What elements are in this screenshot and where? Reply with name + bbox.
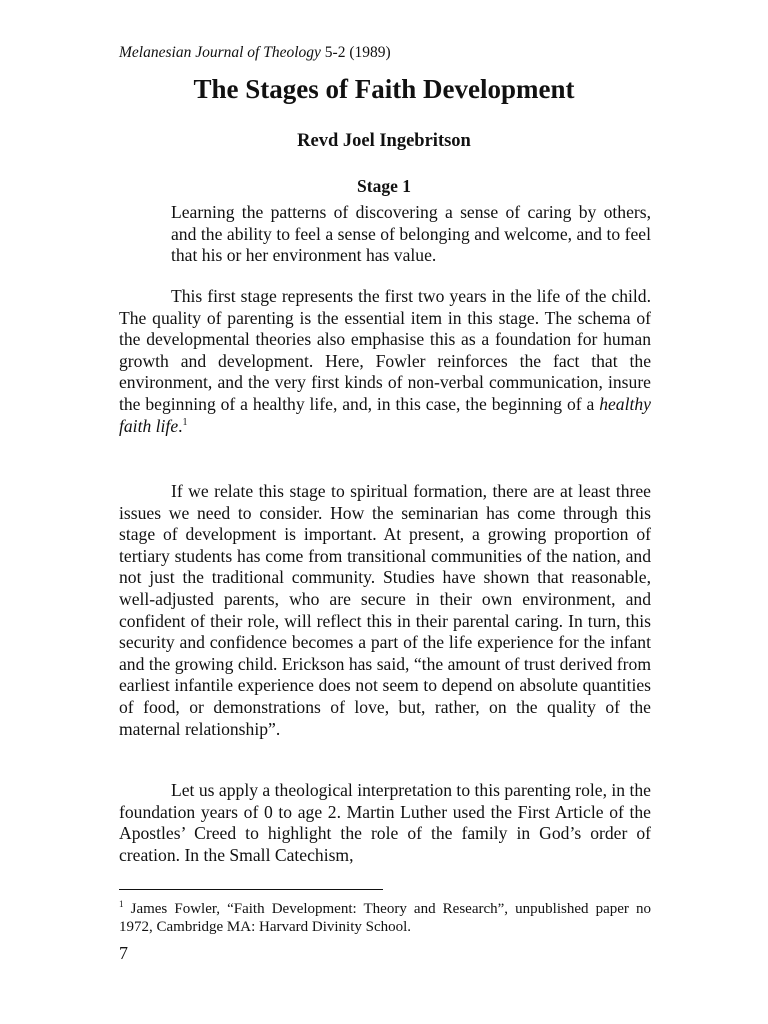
section-heading: Stage 1	[357, 176, 411, 196]
footnote-reference: 1	[182, 416, 188, 428]
article-title: The Stages of Faith Development	[193, 74, 575, 104]
journal-name: Melanesian Journal of Theology	[119, 44, 321, 61]
footnote-divider	[119, 889, 383, 890]
paragraph-1-text: This first stage represents the first two years in the life of the child. The quality of parenting is the essential item in this stage. The schema of the developmental theories also emphasise this as a foundation for human growth and development. Here, Fowler reinforces the fact that the environment, and the very first kinds of non-verbal communication, insure the beginning of a healthy life, and, in this case, the beginning of a	[119, 286, 651, 414]
footnote-number: 1	[119, 899, 124, 909]
page-number: 7	[119, 943, 128, 963]
footnote	[119, 900, 651, 936]
stage-summary: Learning the patterns of discovering a sense of caring by others, and the ability to feel a sense of belonging and welcome, and to feel that his or her environment has value.	[171, 202, 651, 266]
footnote-text: James Fowler, “Faith Development: Theory and Research”, unpublished paper no 1972, Cambridge MA: Harvard Divinity School.	[119, 901, 651, 935]
running-header	[119, 44, 391, 62]
paragraph-2: If we relate this stage to spiritual formation, there are at least three issues we need to consider. How the seminarian has come through this stage of development is important. At present, a growing proportion of tertiary students has come from transitional communities of the nation, and not just the traditional community. Studies have shown that reasonable, well-adjusted parents, who are secure in their own environment, and confident of their role, will reflect this in their parental caring. In turn, this security and confidence becomes a part of the life experience for the infant and the growing child. Erickson has said, “the amount of trust derived from earliest infantile experience does not seem to depend on absolute quantities of food, or demonstrations of love, but, rather, on the quality of the maternal relationship”.	[119, 481, 651, 739]
paragraph-1	[119, 286, 651, 437]
article-author: Revd Joel Ingebritson	[297, 131, 471, 151]
paragraph-1-emphasis: healthy faith life	[119, 393, 651, 436]
journal-issue: 5-2 (1989)	[324, 44, 391, 61]
paragraph-1-end: .	[178, 415, 183, 436]
paragraph-3: Let us apply a theological interpretation to this parenting role, in the foundation years of 0 to age 2. Martin Luther used the First Article of the Apostles’ Creed to highlight the role of the family in God’s order of creation. In the Small Catechism,	[119, 780, 651, 865]
